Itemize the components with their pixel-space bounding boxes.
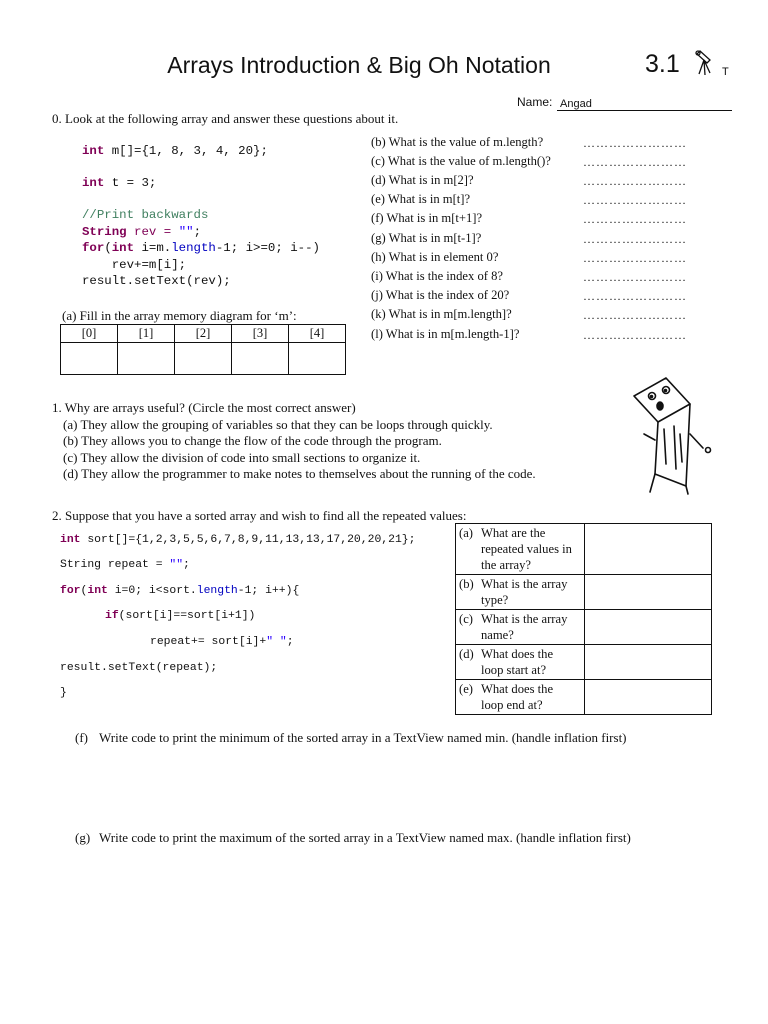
telescope-icon [692, 48, 718, 78]
answer-blank[interactable]: …………………… [583, 270, 687, 284]
section-number: 3.1 [645, 50, 680, 78]
q0-code-line-7: result.setText(rev); [82, 274, 231, 288]
q0-code-line-4: String rev = ""; [82, 225, 201, 239]
q2-table-answer[interactable] [585, 524, 712, 575]
q2-table-question: (c) What is the array name? [456, 610, 585, 645]
question-h: (h) What is in element 0? [371, 250, 499, 264]
answer-blank[interactable]: …………………… [583, 136, 687, 150]
q0-code-line-1: int m[]={1, 8, 3, 4, 20}; [82, 144, 268, 158]
answer-blank[interactable]: …………………… [583, 212, 687, 226]
q1-prompt: 1. Why are arrays useful? (Circle the most correct answer) [52, 400, 356, 415]
answer-blank[interactable]: …………………… [583, 174, 687, 188]
name-label: Name: [517, 95, 553, 109]
q2-part-g-text: Write code to print the maximum of the sorted array in a TextView named max. (handle inflation first) [99, 830, 631, 845]
q2-table-answer[interactable] [585, 645, 712, 680]
q2-table-answer[interactable] [585, 680, 712, 715]
q0-code-line-6: rev+=m[i]; [82, 258, 187, 272]
question-d: (d) What is in m[2]? [371, 173, 474, 187]
answer-blank[interactable]: …………………… [583, 289, 687, 303]
q2-question-table [455, 523, 712, 715]
question-g: (g) What is in m[t-1]? [371, 231, 482, 245]
question-i: (i) What is the index of 8? [371, 269, 503, 283]
name-field[interactable]: Angad [557, 98, 732, 111]
value-cell[interactable] [118, 343, 175, 375]
q2-table-question: (d) What does the loop start at? [456, 645, 585, 680]
page-title: Arrays Introduction & Big Oh Notation [167, 52, 551, 78]
q0-code-line-5: for(int i=m.length-1; i>=0; i--) [82, 241, 320, 255]
q2-code-line-4: if(sort[i]==sort[i+1]) [105, 610, 256, 622]
question-j: (j) What is the index of 20? [371, 288, 510, 302]
q1-option-d[interactable]: (d) They allow the programmer to make notes to themselves about the running of the code. [63, 466, 536, 481]
q0-code-line-2: int t = 3; [82, 176, 157, 190]
answer-blank[interactable]: …………………… [583, 232, 687, 246]
question-c: (c) What is the value of m.length()? [371, 154, 551, 168]
q1-option-b[interactable]: (b) They allows you to change the flow of the code through the program. [63, 433, 442, 448]
q2-table-question: (e) What does the loop end at? [456, 680, 585, 715]
value-cell[interactable] [61, 343, 118, 375]
diagram-label: (a) Fill in the array memory diagram for ‘m’: [62, 308, 297, 323]
q2-code-line-2: String repeat = ""; [60, 559, 190, 571]
question-e: (e) What is in m[t]? [371, 192, 471, 206]
index-cell: [3] [232, 325, 289, 343]
q2-code-line-1: int sort[]={1,2,3,5,5,6,7,8,9,11,13,13,17,20,20,21}; [60, 534, 416, 546]
question-k: (k) What is in m[m.length]? [371, 307, 512, 321]
q2-table-question: (b) What is the array type? [456, 575, 585, 610]
question-f: (f) What is in m[t+1]? [371, 211, 483, 225]
memory-diagram [60, 324, 346, 375]
q2-prompt: 2. Suppose that you have a sorted array and wish to find all the repeated values: [52, 508, 467, 523]
q2-table-answer[interactable] [585, 610, 712, 645]
q2-code-line-3: for(int i=0; i<sort.length-1; i++){ [60, 585, 300, 597]
paper-bag-character-illustration [628, 374, 718, 496]
value-cell[interactable] [175, 343, 232, 375]
q2-code-line-7: } [60, 687, 67, 699]
value-cell[interactable] [289, 343, 346, 375]
index-cell: [0] [61, 325, 118, 343]
index-cell: [4] [289, 325, 346, 343]
answer-blank[interactable]: …………………… [583, 251, 687, 265]
answer-blank[interactable]: …………………… [583, 193, 687, 207]
q2-code-line-5: repeat+= sort[i]+" "; [150, 636, 294, 648]
q2-table-question: (a) What are the repeated values in the array? [456, 524, 585, 575]
q2-part-f-label: (f) [75, 730, 88, 745]
q0-code-comment: //Print backwards [82, 208, 209, 222]
answer-blank[interactable]: …………………… [583, 328, 687, 342]
answer-blank[interactable]: …………………… [583, 308, 687, 322]
section-suffix: T [722, 66, 729, 78]
value-cell[interactable] [232, 343, 289, 375]
index-cell: [2] [175, 325, 232, 343]
q2-part-g-label: (g) [75, 830, 91, 845]
answer-blank[interactable]: …………………… [583, 155, 687, 169]
question-b: (b) What is the value of m.length? [371, 135, 544, 149]
q2-table-answer[interactable] [585, 575, 712, 610]
index-cell: [1] [118, 325, 175, 343]
question-l: (l) What is in m[m.length-1]? [371, 327, 520, 341]
q1-option-c[interactable]: (c) They allow the division of code into small sections to organize it. [63, 450, 421, 465]
q0-prompt: 0. Look at the following array and answer these questions about it. [52, 111, 399, 126]
q2-code-line-6: result.setText(repeat); [60, 662, 218, 674]
q2-part-f-text: Write code to print the minimum of the sorted array in a TextView named min. (handle inflation first) [99, 730, 627, 745]
q1-option-a[interactable]: (a) They allow the grouping of variables so that they can be loops through quickly. [63, 417, 493, 432]
